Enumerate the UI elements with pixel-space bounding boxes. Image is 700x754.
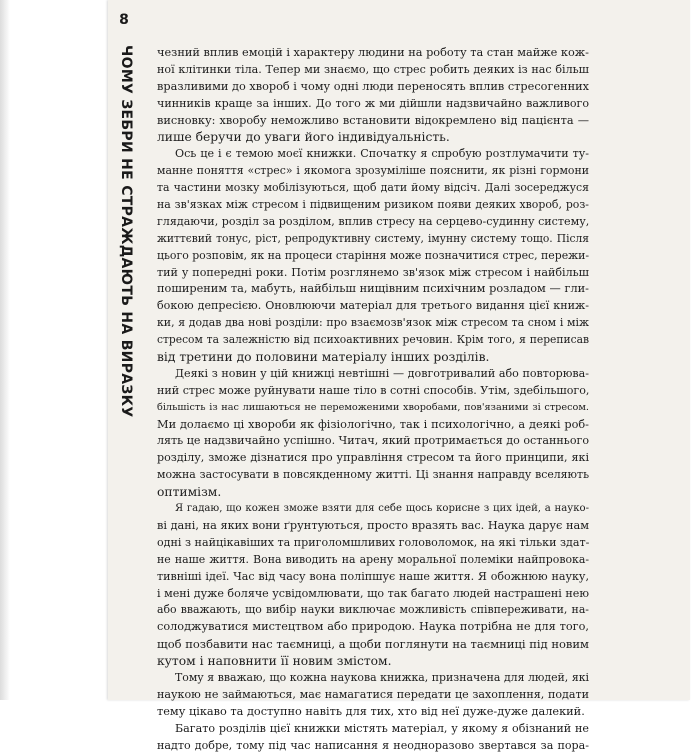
text-line: від третини до половини матеріалу інших розділів.: [157, 350, 490, 365]
text-line: не наше життя. Вона виводить на арену моральної полеміки найпровока-: [157, 552, 589, 566]
text-line: Тому я вважаю, що кожна наукова книжка, призначена для людей, які: [175, 670, 589, 684]
text-line: надто добре, тому під час написання я неодноразово звертався за пора-: [157, 738, 589, 752]
text-line: бокою депресією. Оновлюючи матеріал для третього видання цієї книж-: [157, 299, 589, 313]
text-line: тему цікаво та доступно навіть для тих, хто від неї дуже-дуже далекий.: [157, 704, 585, 718]
text-line: можна застосувати в повсякденному житті. Ці знання направду вселяють: [157, 468, 589, 482]
body-text: [157, 45, 589, 754]
text-line: солоджуватися мистецтвом або природою. Наука потрібна не для того,: [157, 620, 589, 634]
text-line: або вважають, що вибір науки виключає можливість співпереживати, на-: [157, 603, 589, 617]
text-line: Багато розділів цієї книжки містять матеріал, у якому я обізнаний не: [175, 721, 589, 735]
text-line: розділу, зможе дізнатися про управління стресом та його принципи, які: [157, 451, 589, 465]
text-line: щоб позбавити нас таємниці, а щоби поглянути на таємниці під новим: [157, 637, 589, 652]
text-line: одні з найцікавіших та приголомшливих головоломок, на які тільки здат-: [157, 535, 590, 549]
text-line: та частини мозку мобілізуються, щоб дати йому відсіч. Далі зосереджуся: [157, 181, 589, 195]
text-line: тий у попередні роки. Потім розглянемо зв'язок між стресом і найбільш: [157, 265, 589, 279]
text-line: ві дані, на яких вони ґрунтуються, просто вразять вас. Наука дарує нам: [157, 518, 589, 532]
text-line: життєвий тонус, ріст, репродуктивну систему, імунну систему тощо. Після: [157, 231, 589, 245]
text-line: наукою не займаються, має намагатися передати це захоплення, подати: [157, 687, 589, 701]
text-line: оптимізм.: [157, 485, 222, 500]
running-head-text: ЧОМУ ЗЕБРИ НЕ СТРАЖДАЮТЬ НА ВИРАЗКУ: [118, 45, 134, 418]
text-line: цього розповім, як на процеси старіння може позначитися стрес, пережи-: [157, 248, 590, 262]
text-line: більшість із нас лишаються не переможеними хворобами, пов'язаними зі стресом.: [157, 401, 589, 413]
page-number: 8: [119, 12, 129, 28]
text-line: чинників краще за інших. До того ж ми дійшли надзвичайно важливого: [157, 96, 589, 110]
text-line: і мені дуже боляче усвідомлювати, що так багато людей настрашені нею: [157, 586, 589, 600]
text-line: стресом та залежністю від психоактивних речовин. Крім того, я переписав: [157, 333, 589, 347]
text-line: Ось це і є темою моєї книжки. Спочатку я спробую розтлумачити ту-: [175, 147, 589, 161]
text-line: лише беручи до уваги його індивідуальність.: [157, 130, 450, 145]
text-line: лять це надзвичайно успішно. Читач, який протримається до останнього: [157, 434, 589, 448]
text-line: Деякі з новин у цій книжці невтішні — довготривалий або повторюва-: [175, 366, 589, 380]
text-line: ки, я додав два нові розділи: про взаємозв'язок між стресом та сном і між: [157, 316, 589, 330]
text-line: вразливими до хвороб і чому одні люди переносять вплив стресогенних: [157, 79, 590, 93]
text-line: на зв'язках між стресом і підвищеним ризиком появи деяких хвороб, роз-: [157, 198, 589, 212]
page-edge-shadow: [0, 0, 10, 700]
text-line: Я гадаю, що кожен зможе взяти для себе щось корисне з цих ідей, а науко-: [175, 503, 589, 515]
text-line: ний стрес може руйнувати наше тіло в сотні способів. Утім, здебільшого,: [157, 383, 590, 397]
text-line: глядаючи, розділ за розділом, вплив стресу на серцево-судинну систему,: [157, 214, 590, 228]
text-line: висновку: хворобу неможливо встановити відокремлено від пацієнта —: [157, 113, 589, 127]
text-line: поширеним та, мабуть, найбільш нищівним психічним розладом — гли-: [157, 282, 589, 296]
text-line: кутом і наповнити її новим змістом.: [157, 654, 392, 669]
text-line: тивніші ідеї. Час від часу вона поліпшує наше життя. Я обожнюю науку,: [157, 569, 589, 583]
text-line: Ми долаємо ці хвороби як фізіологічно, так і психологічно, а деякі роб-: [157, 417, 589, 431]
text-line: ної клітинки тіла. Тепер ми знаємо, що стрес робить деяких із нас більш: [157, 62, 589, 76]
text-line: чезний вплив емоцій і характеру людини на роботу та стан майже кож-: [157, 46, 589, 59]
text-line: манне поняття «стрес» і якомога зрозуміліше пояснити, як різні гормони: [157, 164, 589, 178]
